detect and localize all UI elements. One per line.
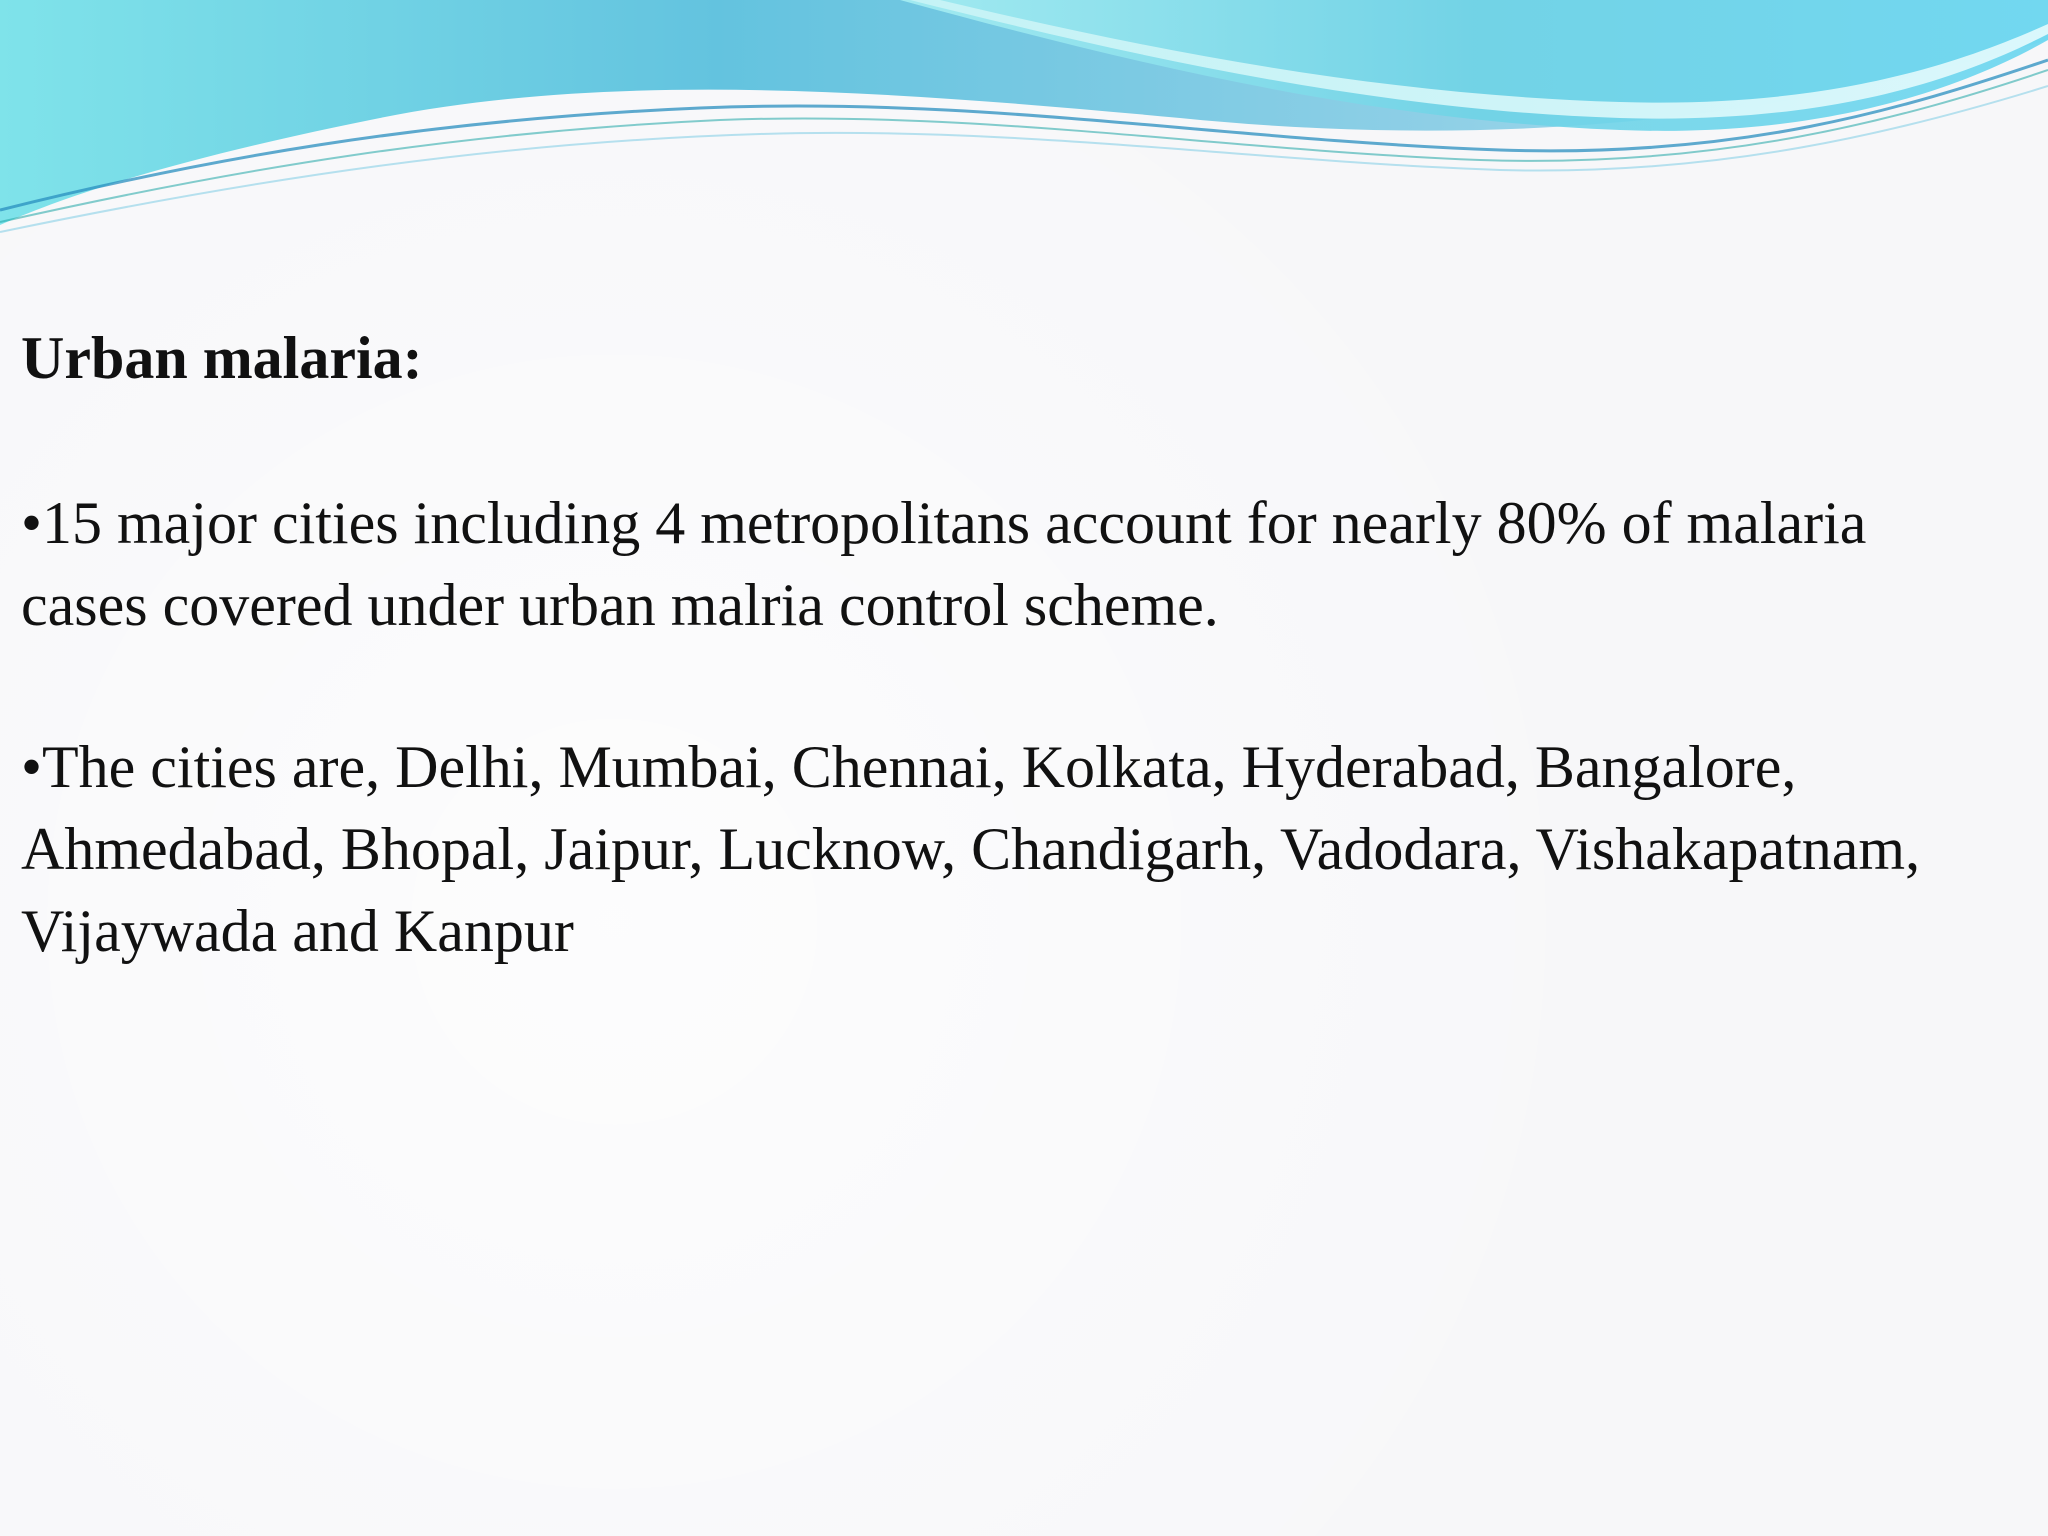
spacer bbox=[21, 398, 1981, 482]
bullet-item: •15 major cities including 4 metropolitans account for nearly 80% of malaria cases covered under urban malria control scheme. bbox=[21, 490, 1867, 638]
slide-content bbox=[21, 318, 1981, 972]
bullet-item: •The cities are, Delhi, Mumbai, Chennai, Kolkata, Hyderabad, Bangalore, Ahmedabad, Bhopal, Jaipur, Lucknow, Chandigarh, Vadodara, Vishakapatnam, Vijaywada and Kanpur bbox=[21, 734, 1921, 964]
decorative-wave-header bbox=[0, 0, 2048, 240]
slide-title: Urban malaria: bbox=[21, 325, 423, 391]
spacer bbox=[21, 646, 1981, 726]
